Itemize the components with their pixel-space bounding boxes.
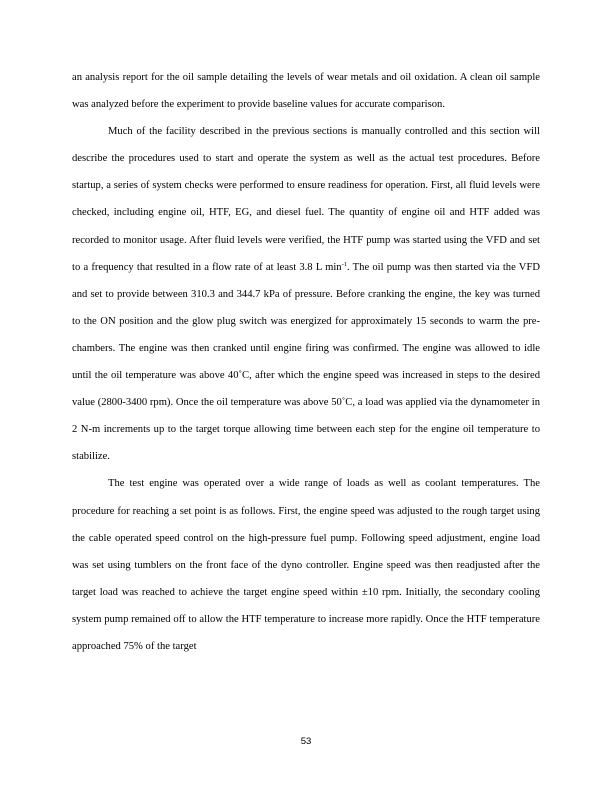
paragraph-2-text-b: . The oil pump was then started via the VFD and set to provide between 310.3 and 344.7 kPa of pressure. Before cranking the engine, the key was turned to the ON position and the glow plug switch was energized for approximately 15 seconds to warm the pre-chambers. The engine was then cranked until engine firing was confirmed. The engine was allowed to idle until the oil temperature was above 40˚C, after which the engine speed was increased in steps to the desired value (2800-3400 rpm). Once the oil temperature was above 50˚C, a load was applied via the dynamometer in 2 N-m increments up to the target torque allowing time between each step for the engine oil temperature to stabilize.: [72, 261, 540, 463]
superscript-exponent: -1: [341, 260, 348, 268]
paragraph-2: [72, 118, 540, 470]
paragraph-2-text-a: Much of the facility described in the previous sections is manually controlled and this section will describe the procedures used to start and operate the system as well as the actual test procedures. Before startup, a series of system checks were performed to ensure readiness for operation. First, all fluid levels were checked, including engine oil, HTF, EG, and diesel fuel. The quantity of engine oil and HTF added was recorded to monitor usage. After fluid levels were verified, the HTF pump was started using the VFD and set to a frequency that resulted in a flow rate of at least 3.8 L min: [72, 126, 540, 273]
paragraph-1: an analysis report for the oil sample detailing the levels of wear metals and oil oxidation. A clean oil sample was analyzed before the experiment to provide baseline values for accurate comparison.: [72, 72, 540, 111]
page-number: 53: [300, 736, 312, 747]
paragraph-3: The test engine was operated over a wide range of loads as well as coolant temperatures. The procedure for reaching a set point is as follows. First, the engine speed was adjusted to the rough target using the cable operated speed control on the high-pressure fuel pump. Following speed adjustment, engine load was set using tumblers on the front face of the dyno controller. Engine speed was then readjusted after the target load was reached to achieve the target engine speed within ±10 rpm. Initially, the secondary cooling system pump remained off to allow the HTF temperature to increase more rapidly. Once the HTF temperature approached 75% of the target: [72, 478, 540, 652]
page-body: [72, 64, 540, 660]
